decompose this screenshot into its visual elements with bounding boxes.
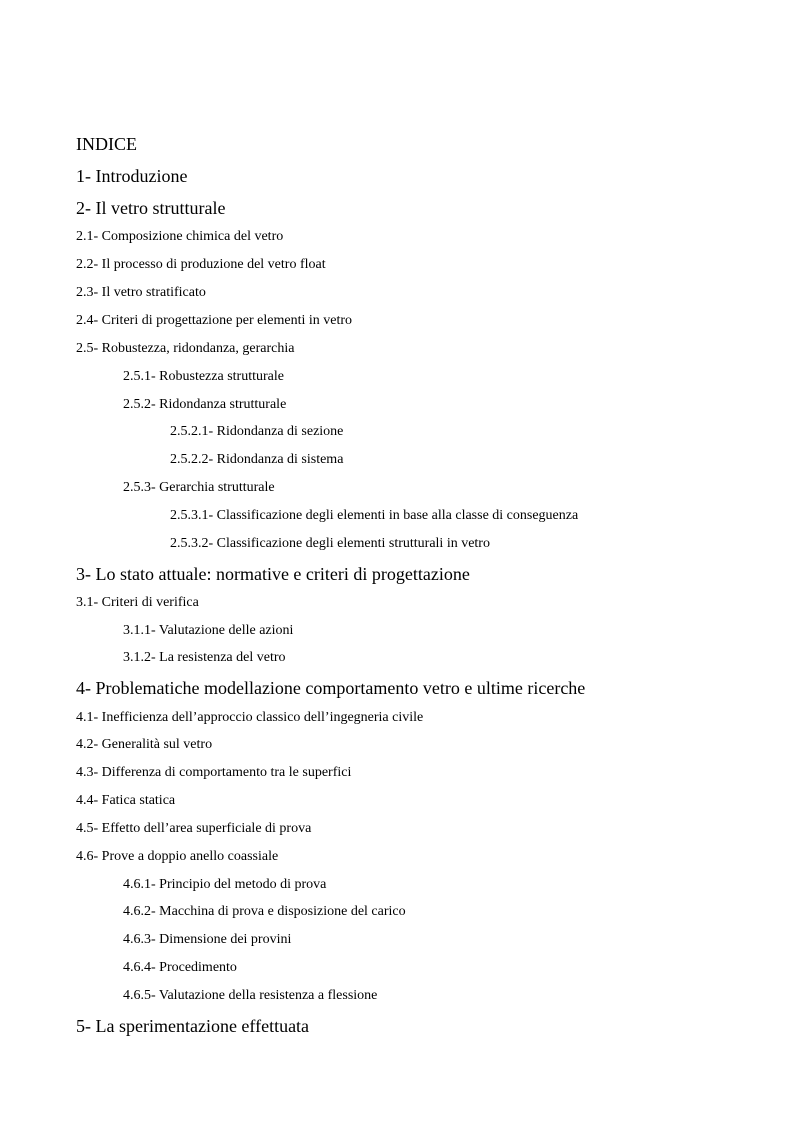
toc-entry-level-3: 4.6.4- Procedimento [123,960,237,975]
toc-entry-level-3: 4.6.5- Valutazione della resistenza a flessione [123,988,378,1003]
toc-entry-level-2: 4.1- Inefficienza dell’approccio classico dell’ingegneria civile [76,710,424,725]
toc-entry-level-3: 2.5.2- Ridondanza strutturale [123,397,287,412]
toc-entry-level-3: 3.1.2- La resistenza del vetro [123,650,286,665]
toc-entry-level-3: 4.6.3- Dimensione dei provini [123,932,292,947]
toc-entry-level-2: 4.6- Prove a doppio anello coassiale [76,849,279,864]
toc-entry-level-1: 3- Lo stato attuale: normative e criteri di progettazione [76,564,470,584]
toc-entry-level-3: 2.5.1- Robustezza strutturale [123,369,284,384]
toc-entry-level-3: 4.6.1- Principio del metodo di prova [123,877,327,892]
toc-entry-level-2: 4.2- Generalità sul vetro [76,737,213,752]
toc-entry-level-3: 2.5.3- Gerarchia strutturale [123,480,275,495]
toc-entry-level-2: 2.2- Il processo di produzione del vetro float [76,257,326,272]
toc-entry-level-3: 3.1.1- Valutazione delle azioni [123,623,294,638]
toc-entry-level-2: 2.3- Il vetro stratificato [76,285,206,300]
toc-entry-level-4: 2.5.2.2- Ridondanza di sistema [170,452,344,467]
toc-entry-level-4: 2.5.3.2- Classificazione degli elementi strutturali in vetro [170,536,490,551]
toc-entry-level-2: 2.1- Composizione chimica del vetro [76,229,284,244]
toc-entry-level-2: 2.4- Criteri di progettazione per elementi in vetro [76,313,353,328]
toc-entry-level-4: 2.5.2.1- Ridondanza di sezione [170,424,344,439]
toc-entry-level-2: 4.4- Fatica statica [76,793,176,808]
toc-entry-level-2: 3.1- Criteri di verifica [76,595,199,610]
toc-entry-level-2: 4.5- Effetto dell’area superficiale di prova [76,821,312,836]
toc-entry-level-1: 4- Problematiche modellazione comportamento vetro e ultime ricerche [76,678,586,698]
toc-entry-level-1: 1- Introduzione [76,166,188,186]
toc-entry-level-2: 4.3- Differenza di comportamento tra le superfici [76,765,352,780]
toc-entry-level-3: 4.6.2- Macchina di prova e disposizione del carico [123,904,406,919]
toc-title: INDICE [76,134,137,154]
toc-entry-level-2: 2.5- Robustezza, ridondanza, gerarchia [76,341,295,356]
toc-entry-level-4: 2.5.3.1- Classificazione degli elementi in base alla classe di conseguenza [170,508,579,523]
toc-entry-level-1: 2- Il vetro strutturale [76,198,226,218]
toc-entry-level-1: 5- La sperimentazione effettuata [76,1016,310,1036]
